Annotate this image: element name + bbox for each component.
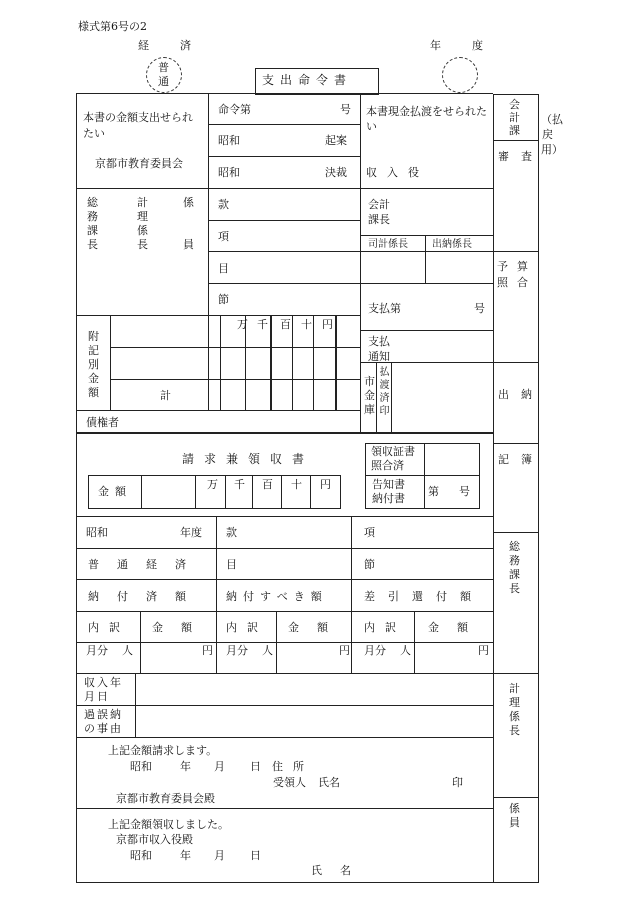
seikyu-text: 上記金額請求します。 (108, 744, 218, 757)
kibo: 記簿 (498, 453, 544, 466)
receipt-unit-hyaku: 百 (262, 478, 273, 491)
nin-1: 人 (122, 644, 133, 657)
unit-hyaku: 百 (280, 318, 291, 331)
futsu-stamp-top: 普 (158, 61, 169, 74)
receipt-unit-sen: 千 (234, 478, 245, 491)
receipt-unit-ju: 十 (291, 478, 302, 491)
en-3: 円 (478, 644, 489, 657)
harai-modoshi-yo: （払戻用） (541, 113, 563, 156)
yosan-shogo: 予算照合 (497, 260, 537, 289)
seikyu-tsuki: 月 (214, 760, 225, 773)
order-number-label: 命令第 (218, 103, 251, 116)
kei-label: 計 (160, 389, 171, 402)
grid-kan: 款 (226, 526, 237, 539)
shimei-2: 氏名 (311, 864, 369, 877)
uchiwake-3: 内訳 (364, 621, 406, 634)
keiri-kakaricho: 計理係長 (509, 682, 520, 737)
in-mark: 印 (452, 776, 463, 789)
setsu-label: 節 (218, 293, 229, 306)
grid-nendo: 年度 (180, 526, 202, 539)
nendo-stamp (442, 57, 478, 93)
kaikei-ka: 会計課 (509, 98, 520, 137)
haraiwatashi-zumi-in: 払渡済印 (379, 367, 390, 417)
showa-kessai: 昭和 (218, 166, 240, 179)
grid-nofu-subeki: 納付すべき額 (226, 590, 328, 603)
nin-2: 人 (262, 644, 273, 657)
shikei-kakaricho: 司計係長 (368, 239, 408, 250)
ryoshu-tsuki: 月 (214, 849, 225, 862)
somu-kacho: 総務課長 (509, 540, 520, 595)
kyoiku-dono: 京都市教育委員会殿 (116, 792, 215, 805)
showa-kian: 昭和 (218, 134, 240, 147)
request-text: 本書の金額支出せられたい (83, 111, 193, 140)
grid-sashihiki: 差引還付額 (364, 590, 484, 603)
pay-text: 本書現金払渡をせられたい (366, 105, 487, 133)
shiharai-dai: 支払第 (368, 302, 401, 315)
shunyu-label: 収入役 (366, 166, 429, 179)
order-go: 号 (340, 103, 351, 116)
kessai-label: 決裁 (325, 166, 347, 179)
role-kakariin: 係 員 (183, 196, 194, 251)
kaikei-kacho: 会計課長 (368, 198, 390, 226)
seikyu-nen: 年 (180, 760, 191, 773)
tsukibun-1: 月分 (86, 644, 108, 657)
jusho: 住所 (272, 760, 314, 773)
nofusho: 納付書 (372, 492, 405, 505)
receipt-go: 号 (459, 485, 470, 498)
grid-showa: 昭和 (86, 526, 108, 539)
unit-sen: 千 (257, 318, 268, 331)
shunyu-dono: 京都市収入役殿 (116, 833, 193, 846)
grid-kou: 項 (364, 526, 375, 539)
role-somu-kacho: 総 務 課 長 (87, 196, 98, 251)
shunyu-nengappi: 収入年月日 (84, 676, 123, 703)
kokuchisho: 告知書 (372, 478, 405, 491)
requester: 京都市教育委員会 (95, 157, 183, 170)
nin-3: 人 (400, 644, 411, 657)
receipt-kingaku: 金額 (98, 485, 132, 498)
kingaku-1: 金額 (152, 621, 210, 634)
suitou: 出納 (498, 388, 544, 401)
ryoshu-showa: 昭和 (130, 849, 152, 862)
kan-label: 款 (218, 198, 229, 211)
ryoshu-nen: 年 (180, 849, 191, 862)
moku-label: 目 (218, 262, 229, 275)
nendo-label: 年 度 (430, 39, 493, 52)
tsukibun-2: 月分 (226, 644, 248, 657)
shi-kinko: 市金庫 (364, 375, 375, 416)
grid-moku: 目 (226, 558, 237, 571)
unit-ju: 十 (301, 318, 312, 331)
saikensha-label: 債権者 (86, 416, 119, 429)
juryonin: 受領人 (273, 776, 306, 789)
shunou-kakaricho: 出納係長 (432, 239, 472, 250)
receipt-dai: 第 (428, 485, 439, 498)
page-title: 支出命令書 (262, 73, 353, 87)
seikyu-hi: 日 (250, 760, 261, 773)
unit-man: 万 (237, 318, 248, 331)
form-number: 様式第6号の2 (78, 20, 147, 33)
en-2: 円 (339, 644, 350, 657)
role-keiri-kakaricho: 計 理 係 長 (137, 196, 148, 251)
kago-jiyu: 過誤納の事由 (84, 708, 123, 735)
fuki-betsu-kingaku: 附記別金額 (88, 330, 99, 399)
keizai-label: 経 済 (138, 39, 201, 52)
ryoshu-hi: 日 (250, 849, 261, 862)
grid-setsu: 節 (364, 558, 375, 571)
ryoshusho-shogo: 領収証書照合済 (371, 445, 415, 472)
kakariin: 係員 (509, 802, 520, 829)
shimei: 氏名 (318, 776, 340, 789)
kingaku-2: 金額 (288, 621, 346, 634)
uchiwake-2: 内訳 (226, 621, 268, 634)
ryoshu-text: 上記金額領収しました。 (108, 818, 229, 831)
shiharai-go: 号 (474, 302, 485, 315)
receipt-unit-man: 万 (207, 478, 218, 491)
kian-label: 起案 (325, 134, 347, 147)
shinsa: 審査 (498, 150, 544, 163)
tsukibun-3: 月分 (364, 644, 386, 657)
kou-label: 項 (218, 230, 229, 243)
unit-en: 円 (322, 318, 333, 331)
receipt-unit-en: 円 (320, 478, 331, 491)
grid-futsu-keizai: 普通経済 (88, 558, 204, 571)
futsu-stamp-bottom: 通 (158, 75, 169, 88)
uchiwake-1: 内訳 (88, 621, 130, 634)
shiharai-tsuchi: 支払通知 (368, 335, 390, 363)
en-1: 円 (202, 644, 213, 657)
receipt-title: 請求兼領収書 (182, 452, 315, 466)
kingaku-3: 金額 (428, 621, 486, 634)
grid-nofu-zumi: 納付済額 (88, 590, 204, 603)
seikyu-showa: 昭和 (130, 760, 152, 773)
